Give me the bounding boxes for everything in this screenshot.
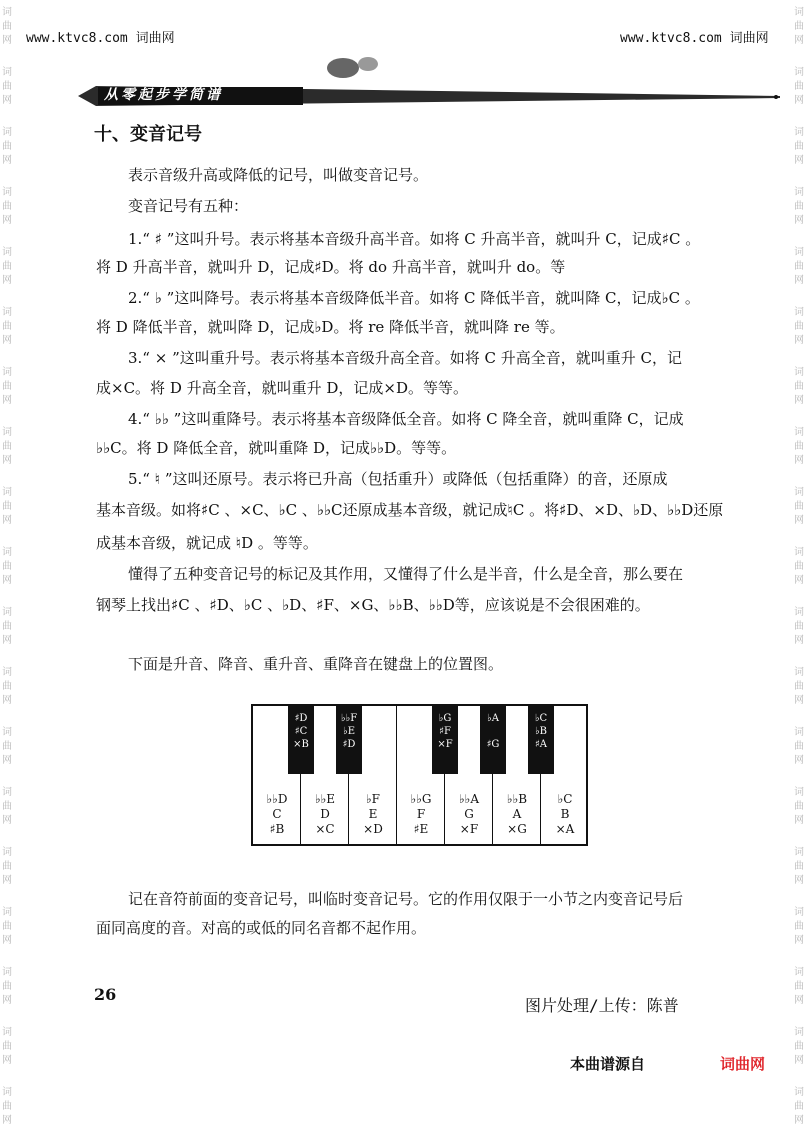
- paragraph-outro-1: 记在音符前面的变音记号，叫临时变音记号。它的作用仅限于一小节之内变音记号后: [128, 890, 684, 908]
- paragraph-3-line-2: 成×C。将 D 升高全音，就叫重升 D，记成×D。等等。: [96, 379, 468, 397]
- watermark-char: 曲: [2, 201, 12, 212]
- watermark-char: 曲: [794, 321, 804, 332]
- watermark-char: 词: [794, 367, 804, 378]
- white-key-labels: [541, 792, 589, 837]
- white-key-labels: [445, 792, 493, 837]
- watermark-char: 曲: [794, 921, 804, 932]
- watermark-char: 词: [794, 67, 804, 78]
- watermark-char: 网: [2, 155, 12, 166]
- watermark-char: 词: [794, 547, 804, 558]
- black-key-label: ♯G: [486, 739, 500, 750]
- paragraph-5-line-2: 基本音级。如将♯C 、×C、♭C 、♭♭C还原成基本音级，就记成♮C 。将♯D、×D、♭D、♭♭D还原: [96, 501, 724, 519]
- watermark-char: 曲: [2, 981, 12, 992]
- white-key-label: ♭♭B: [506, 792, 528, 806]
- white-key-label: ♯B: [269, 822, 285, 836]
- watermark-char: 曲: [794, 381, 804, 392]
- left-watermark-strip: [0, 0, 14, 1126]
- banner-title: 从零起步学简谱: [104, 87, 223, 103]
- watermark-char: 词: [794, 247, 804, 258]
- white-key-label: E: [368, 807, 378, 821]
- watermark-char: 网: [794, 1115, 804, 1126]
- watermark-char: 网: [2, 35, 12, 46]
- black-key-label: ♭C: [534, 713, 548, 724]
- watermark-char: 曲: [794, 201, 804, 212]
- black-key: [480, 706, 506, 774]
- white-key-label: ♭F: [366, 792, 380, 806]
- watermark-char: 词: [2, 67, 12, 78]
- watermark-char: 词: [794, 727, 804, 738]
- watermark-char: 网: [794, 755, 804, 766]
- page-number: 26: [94, 985, 117, 1004]
- watermark-char: 曲: [794, 1041, 804, 1052]
- source-label: 本曲谱源自: [570, 1055, 646, 1073]
- black-key: [528, 706, 554, 774]
- white-key-label: C: [272, 807, 282, 821]
- watermark-char: 网: [794, 935, 804, 946]
- watermark-char: 词: [794, 907, 804, 918]
- paragraph-6-line-1: 懂得了五种变音记号的标记及其作用，又懂得了什么是半音，什么是全音，那么要在: [128, 565, 684, 583]
- watermark-char: 曲: [2, 141, 12, 152]
- watermark-char: 网: [794, 575, 804, 586]
- watermark-char: 曲: [794, 141, 804, 152]
- watermark-char: 网: [794, 335, 804, 346]
- paragraph-2-line-1: 2.“ ♭ ”这叫降号。表示将基本音级降低半音。如将 C 降低半音，就叫降 C，记成♭C 。: [128, 289, 700, 307]
- watermark-char: 词: [794, 127, 804, 138]
- white-key-labels: [301, 792, 349, 837]
- watermark-char: 曲: [794, 261, 804, 272]
- watermark-char: 词: [794, 667, 804, 678]
- watermark-char: 词: [794, 487, 804, 498]
- watermark-char: 曲: [2, 621, 12, 632]
- paragraph-4-line-1: 4.“ ♭♭ ”这叫重降号。表示将基本音级降低全音。如将 C 降全音，就叫重降 C，记成: [128, 410, 684, 428]
- watermark-char: 网: [794, 455, 804, 466]
- watermark-char: 网: [2, 455, 12, 466]
- watermark-char: 曲: [2, 681, 12, 692]
- watermark-char: 网: [794, 695, 804, 706]
- paragraph-4-line-2: ♭♭C。将 D 降低全音，就叫重降 D，记成♭♭D。等等。: [96, 439, 457, 457]
- watermark-char: 曲: [794, 441, 804, 452]
- white-key-label: ♭♭G: [410, 792, 432, 806]
- watermark-char: 网: [2, 335, 12, 346]
- watermark-char: 网: [2, 695, 12, 706]
- watermark-char: 词: [2, 247, 12, 258]
- watermark-char: 曲: [2, 501, 12, 512]
- watermark-char: 网: [2, 95, 12, 106]
- watermark-char: 网: [2, 755, 12, 766]
- black-key-label: ♯D: [294, 713, 308, 724]
- white-key-label: ♯E: [413, 822, 429, 836]
- black-key: [288, 706, 314, 774]
- watermark-char: 网: [2, 635, 12, 646]
- watermark-char: 曲: [2, 1101, 12, 1112]
- watermark-char: 网: [794, 35, 804, 46]
- white-key-label: ♭♭D: [266, 792, 288, 806]
- watermark-char: 曲: [794, 801, 804, 812]
- watermark-char: 网: [794, 215, 804, 226]
- white-key-labels: [397, 792, 445, 837]
- watermark-char: 曲: [794, 621, 804, 632]
- watermark-char: 网: [2, 395, 12, 406]
- black-key-label: ♭B: [534, 726, 548, 737]
- black-key-label: ♭E: [342, 726, 356, 737]
- paragraph-5-line-1: 5.“ ♮ ”这叫还原号。表示将已升高（包括重升）或降低（包括重降）的音，还原成: [128, 470, 668, 488]
- watermark-char: 网: [2, 515, 12, 526]
- white-key-label: ♭C: [557, 792, 573, 806]
- right-watermark-strip: [792, 0, 806, 1126]
- paragraph-1-line-2: 将 D 升高半音，就叫升 D，记成♯D。将 do 升高半音，就叫升 do。等: [96, 258, 566, 276]
- watermark-char: 网: [2, 1055, 12, 1066]
- watermark-char: 词: [2, 787, 12, 798]
- watermark-char: 词: [794, 967, 804, 978]
- black-key-label: [480, 725, 506, 738]
- cloud-icon: [327, 58, 359, 78]
- white-key-label: A: [512, 807, 522, 821]
- black-key-label: ♯F: [439, 726, 451, 737]
- watermark-char: 词: [2, 547, 12, 558]
- watermark-char: 词: [2, 847, 12, 858]
- black-key-label: ×B: [293, 739, 309, 750]
- watermark-char: 曲: [794, 981, 804, 992]
- watermark-char: 词: [2, 367, 12, 378]
- white-key-label: ×A: [555, 822, 575, 836]
- watermark-char: 网: [2, 935, 12, 946]
- black-key-label: ♯A: [534, 739, 548, 750]
- paragraph-3-line-1: 3.“ × ”这叫重升号。表示将基本音级升高全音。如将 C 升高全音，就叫重升 C，记: [128, 349, 683, 367]
- white-key-labels: [349, 792, 397, 837]
- watermark-char: 网: [2, 575, 12, 586]
- watermark-char: 词: [2, 187, 12, 198]
- watermark-char: 网: [794, 275, 804, 286]
- paragraph-intro-1: 表示音级升高或降低的记号，叫做变音记号。: [128, 166, 429, 184]
- watermark-char: 网: [2, 1115, 12, 1126]
- watermark-char: 曲: [2, 921, 12, 932]
- watermark-char: 曲: [2, 21, 12, 32]
- watermark-char: 词: [2, 7, 12, 18]
- watermark-char: 曲: [794, 81, 804, 92]
- white-key-label: ♭♭E: [314, 792, 336, 806]
- watermark-char: 词: [794, 1087, 804, 1098]
- watermark-char: 词: [794, 427, 804, 438]
- watermark-char: 网: [2, 995, 12, 1006]
- paragraph-outro-2: 面同高度的音。对高的或低的同名音都不起作用。: [96, 919, 427, 937]
- black-key-label: ♯D: [342, 739, 356, 750]
- black-key: [432, 706, 458, 774]
- watermark-char: 曲: [2, 381, 12, 392]
- keyboard-intro: 下面是升音、降音、重升音、重降音在键盘上的位置图。: [128, 655, 504, 673]
- watermark-char: 曲: [2, 81, 12, 92]
- piano-keyboard-diagram: [251, 704, 588, 846]
- header-url-left[interactable]: www.ktvc8.com 词曲网: [26, 31, 175, 46]
- black-key-label: ♭A: [487, 713, 499, 724]
- black-key: [336, 706, 362, 774]
- section-title: 十、变音记号: [94, 124, 202, 145]
- watermark-char: 网: [794, 515, 804, 526]
- watermark-char: 曲: [794, 561, 804, 572]
- upload-credit: 图片处理/上传：陈普: [525, 996, 679, 1015]
- watermark-char: 曲: [2, 561, 12, 572]
- watermark-char: 词: [2, 967, 12, 978]
- white-key-label: ♭♭A: [459, 792, 479, 806]
- white-key-label: F: [416, 807, 426, 821]
- watermark-char: 网: [2, 875, 12, 886]
- paragraph-1-line-1: 1.“ ♯ ”这叫升号。表示将基本音级升高半音。如将 C 升高半音，就叫升 C，记成♯C 。: [128, 230, 701, 248]
- white-key-label: ×C: [315, 822, 335, 836]
- watermark-char: 词: [2, 487, 12, 498]
- banner-dot: [774, 95, 778, 99]
- watermark-char: 网: [794, 995, 804, 1006]
- watermark-char: 网: [2, 815, 12, 826]
- white-key-label: B: [560, 807, 570, 821]
- black-key-label: ×F: [437, 739, 453, 750]
- white-key-labels: [253, 792, 301, 837]
- watermark-char: 曲: [794, 681, 804, 692]
- watermark-char: 网: [2, 215, 12, 226]
- paragraph-intro-2: 变音记号有五种：: [128, 197, 249, 215]
- watermark-char: 网: [794, 815, 804, 826]
- paragraph-5-line-3: 成基本音级，就记成 ♮D 。等等。: [96, 534, 318, 552]
- watermark-char: 词: [2, 727, 12, 738]
- white-key-label: G: [464, 807, 474, 821]
- watermark-char: 曲: [2, 801, 12, 812]
- watermark-char: 词: [794, 187, 804, 198]
- black-key-label: ♭G: [438, 713, 452, 724]
- watermark-char: 词: [2, 907, 12, 918]
- watermark-char: 词: [2, 307, 12, 318]
- watermark-char: 词: [2, 607, 12, 618]
- cloud-icon-small: [358, 57, 378, 71]
- paragraph-2-line-2: 将 D 降低半音，就叫降 D，记成♭D。将 re 降低半音，就叫降 re 等。: [96, 318, 565, 336]
- watermark-char: 词: [2, 127, 12, 138]
- header-url-right[interactable]: www.ktvc8.com 词曲网: [620, 31, 769, 46]
- white-key-label: ×F: [459, 822, 479, 836]
- watermark-char: 词: [794, 607, 804, 618]
- watermark-char: 网: [794, 635, 804, 646]
- source-link[interactable]: 词曲网: [720, 1055, 766, 1073]
- watermark-char: 词: [794, 7, 804, 18]
- watermark-char: 曲: [2, 1041, 12, 1052]
- watermark-char: 曲: [2, 321, 12, 332]
- watermark-char: 词: [2, 1027, 12, 1038]
- watermark-char: 网: [794, 1055, 804, 1066]
- black-key-label: ♯C: [294, 726, 308, 737]
- watermark-char: 网: [794, 875, 804, 886]
- watermark-char: 曲: [2, 741, 12, 752]
- watermark-char: 词: [2, 427, 12, 438]
- watermark-char: 词: [794, 787, 804, 798]
- watermark-char: 词: [794, 847, 804, 858]
- black-key-label: ♭♭F: [340, 713, 358, 724]
- watermark-char: 曲: [794, 861, 804, 872]
- white-key-label: ×G: [507, 822, 527, 836]
- watermark-char: 词: [794, 307, 804, 318]
- watermark-char: 曲: [2, 441, 12, 452]
- watermark-char: 曲: [794, 501, 804, 512]
- watermark-char: 网: [794, 95, 804, 106]
- watermark-char: 曲: [2, 261, 12, 272]
- watermark-char: 网: [794, 395, 804, 406]
- watermark-char: 词: [2, 667, 12, 678]
- watermark-char: 曲: [794, 1101, 804, 1112]
- paragraph-6-line-2: 钢琴上找出♯C 、♯D、♭C 、♭D、♯F、×G、♭♭B、♭♭D等，应该说是不会很困难的。: [96, 596, 650, 614]
- watermark-char: 词: [2, 1087, 12, 1098]
- watermark-char: 曲: [794, 21, 804, 32]
- white-key-label: ×D: [363, 822, 383, 836]
- watermark-char: 网: [2, 275, 12, 286]
- white-key-label: D: [320, 807, 330, 821]
- white-key-labels: [493, 792, 541, 837]
- watermark-char: 词: [794, 1027, 804, 1038]
- watermark-char: 网: [794, 155, 804, 166]
- watermark-char: 曲: [794, 741, 804, 752]
- watermark-char: 曲: [2, 861, 12, 872]
